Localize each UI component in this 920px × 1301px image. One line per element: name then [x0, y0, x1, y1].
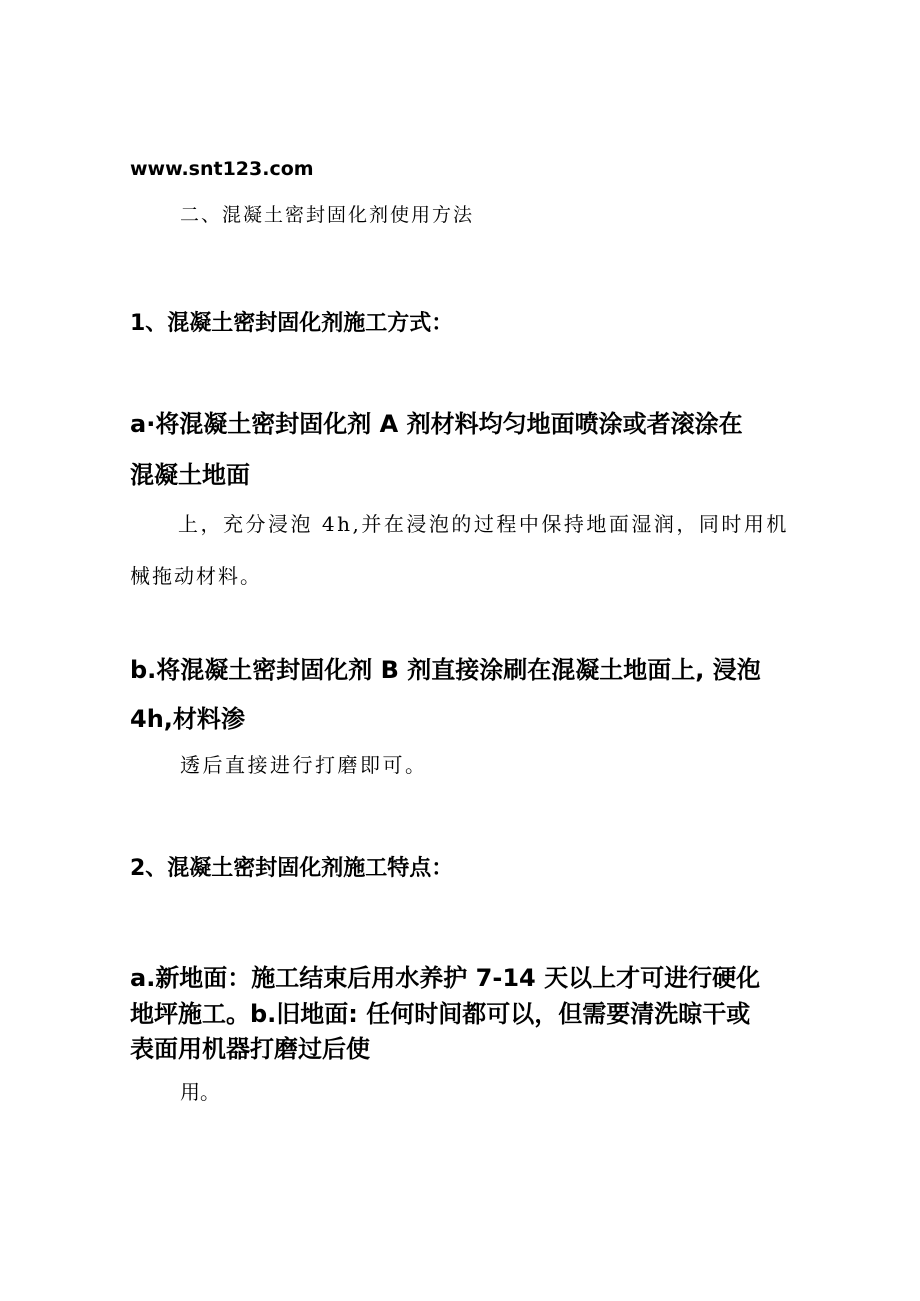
- item-a-continuation-line-2: 械拖动材料。: [130, 564, 262, 588]
- site-url: www.snt123.com: [130, 158, 314, 180]
- item-a-continuation-line-1: 上，充分浸泡 4h,并在浸泡的过程中保持地面湿润，同时用机: [178, 512, 789, 536]
- features-continuation: 用。: [180, 1080, 220, 1104]
- heading-construction-features: 2、混凝土密封固化剂施工特点：: [130, 856, 454, 881]
- features-line-3: 表面用机器打磨过后使: [130, 1035, 370, 1063]
- section-title: 二、混凝土密封固化剂使用方法: [180, 204, 475, 226]
- item-b-continuation: 透后直接进行打磨即可。: [180, 753, 428, 777]
- heading-construction-method: 1、混凝土密封固化剂施工方式：: [130, 311, 454, 336]
- item-b-line-1: b.将混凝土密封固化剂 B 剂直接涂刷在混凝土地面上, 浸泡: [130, 656, 761, 684]
- features-line-1: a.新地面：施工结束后用水养护 7-14 天以上才可进行硬化: [130, 964, 761, 992]
- item-a-line-2: 混凝土地面: [130, 461, 250, 489]
- item-a-line-1: a·将混凝土密封固化剂 A 剂材料均匀地面喷涂或者滚涂在: [130, 410, 743, 438]
- features-line-2: 地坪施工。b.旧地面: 任何时间都可以，但需要清洗晾干或: [130, 1000, 751, 1028]
- item-b-line-2: 4h,材料渗: [130, 705, 245, 733]
